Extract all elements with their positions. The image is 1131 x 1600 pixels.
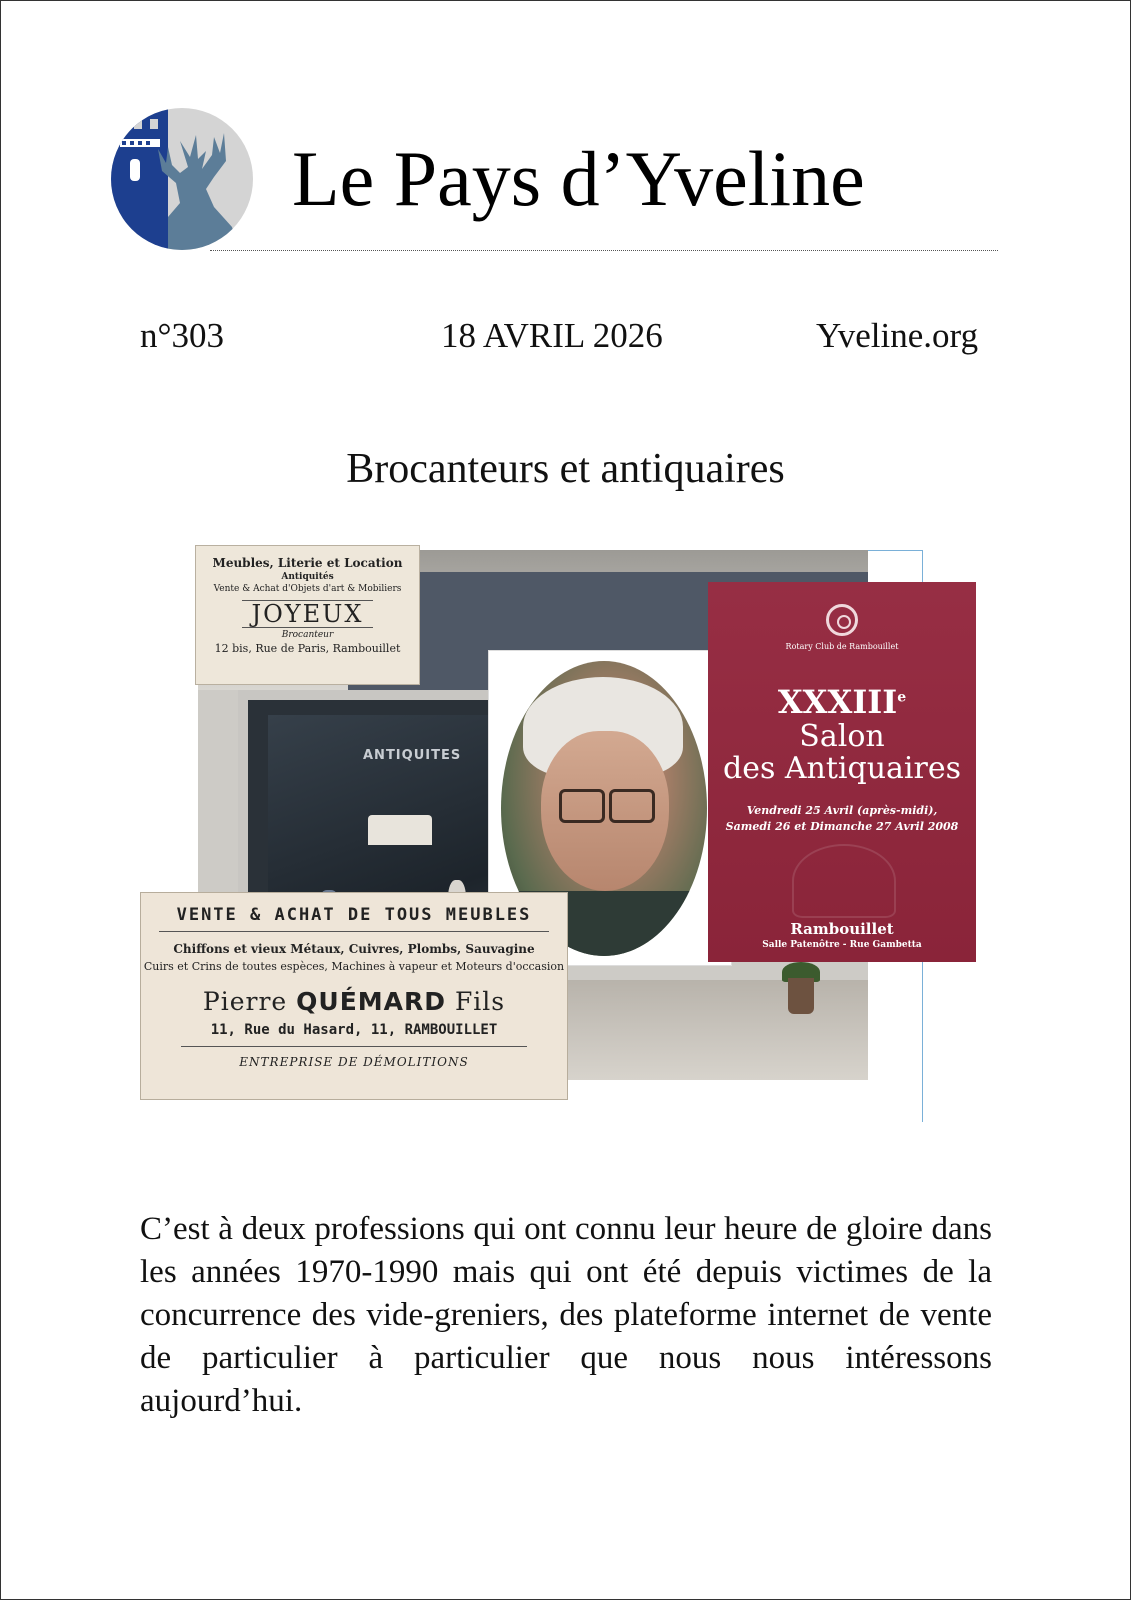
ad-heading: VENTE & ACHAT DE TOUS MEUBLES	[159, 905, 549, 932]
ad-name-suffix: Fils	[454, 987, 506, 1016]
stag-tower-logo-icon	[110, 107, 255, 252]
poster-title-line2: des Antiquaires	[722, 751, 962, 786]
ad-name-first: Pierre	[202, 987, 288, 1016]
website-link[interactable]: Yveline.org	[816, 316, 979, 355]
poster-city: Rambouillet	[790, 920, 894, 938]
poster-club: Rotary Club de Rambouillet	[785, 642, 899, 651]
shop-sign: ANTIQUITES	[363, 748, 462, 763]
plant-pot	[788, 978, 814, 1014]
ad-text: Antiquités	[281, 572, 334, 582]
guide-line	[868, 550, 923, 551]
ad-business-name	[141, 987, 567, 1016]
ad-text: Cuirs et Crins de toutes espèces, Machines à vapeur et Moteurs d'occasion	[143, 960, 565, 973]
ad-text: Vente & Achat d'Objets d'art & Mobiliers	[213, 584, 402, 594]
headline: Brocanteurs et antiquaires	[346, 446, 785, 492]
poster-dates: Vendredi 25 Avril (après-midi),	[746, 804, 938, 817]
ad-text: Meubles, Literie et Location	[212, 556, 403, 570]
poster-edition-suffix: e	[897, 689, 907, 706]
ad-text: Brocanteur	[281, 630, 334, 641]
poster-ornament	[792, 844, 896, 918]
ad-quemard	[140, 892, 568, 1100]
ad-joyeux	[195, 545, 420, 685]
poster-edition	[708, 683, 976, 721]
poster-dates: Samedi 26 et Dimanche 27 Avril 2008	[725, 820, 959, 833]
ad-text: ENTREPRISE DE DÉMOLITIONS	[239, 1055, 469, 1069]
journal-title: Le Pays d’Yveline	[292, 135, 865, 222]
title-rule	[210, 250, 998, 251]
photo-collage	[140, 550, 992, 1122]
lamp-shade	[368, 815, 432, 845]
salon-poster	[708, 582, 976, 962]
issue-number: n°303	[140, 316, 224, 355]
ad-address: 11, Rue du Hasard, 11, RAMBOUILLET	[181, 1022, 527, 1047]
body-paragraph: C’est à deux professions qui ont connu leur heure de gloire dans les années 1970-1990 mais qui ont été depuis victimes de la concurrence des vide-greniers, des plateforme internet de vente de particulier à particulier que nous nous intéressons aujourd’hui.	[140, 1211, 992, 1419]
poster-edition-number: XXXIII	[777, 683, 898, 721]
glasses-icon	[559, 789, 605, 823]
issue-date: 18 AVRIL 2026	[441, 316, 663, 355]
rotary-wheel-icon	[826, 604, 858, 636]
ad-text: Chiffons et vieux Métaux, Cuivres, Plombs, Sauvagine	[173, 942, 535, 956]
ad-name-last: QUÉMARD	[296, 987, 446, 1016]
poster-title-line1: Salon	[799, 719, 885, 754]
glasses-icon	[609, 789, 655, 823]
poster-venue: Salle Patenôtre - Rue Gambetta	[762, 940, 922, 950]
ad-address: 12 bis, Rue de Paris, Rambouillet	[214, 642, 401, 656]
ad-business-name: JOYEUX	[242, 600, 374, 628]
